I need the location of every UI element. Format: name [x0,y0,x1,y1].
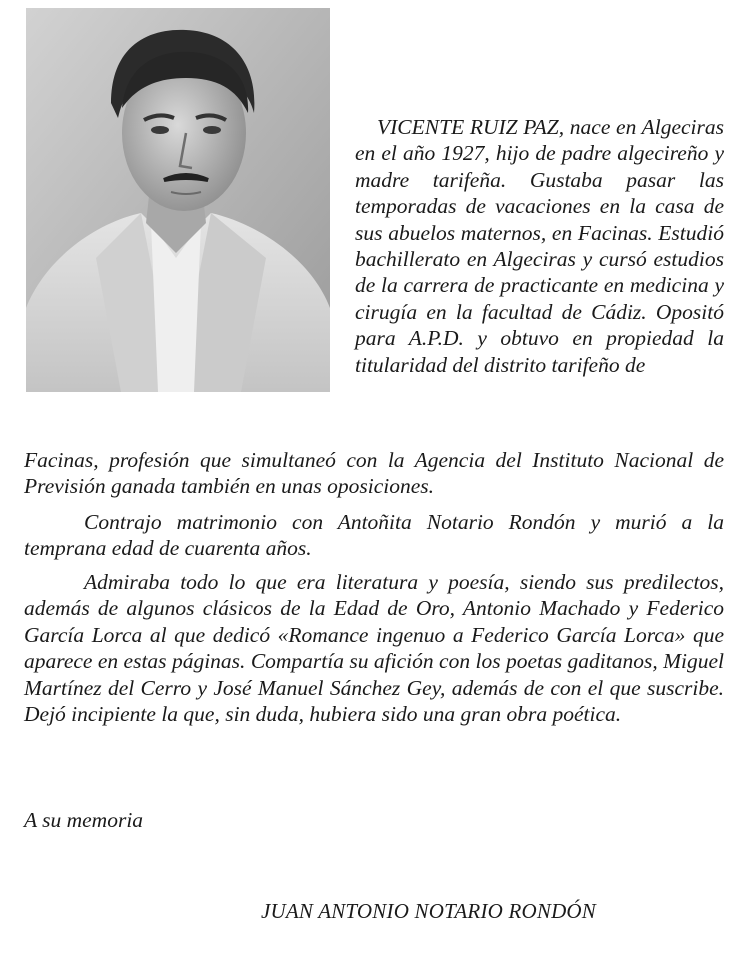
dedication: A su memoria [24,808,144,832]
bio-paragraph-1-continued: Facinas, profesión que simultaneó con la Agencia del Instituto Nacional de Previsión ganada también en unas oposiciones. [24,448,724,499]
portrait-photo [26,8,330,392]
portrait-image [26,8,330,392]
bio-paragraph-1-intro: VICENTE RUIZ PAZ, nace en Algeciras en el año 1927, hijo de padre algecireño y madre tarifeña. Gustaba pasar las temporadas de vacaciones en la casa de sus abuelos maternos, en Facinas. Estudió bachillerato en Algeciras y cursó estudios de la carrera de practicante en medicina y cirugía en la facultad de Cádiz. Opositó para A.P.D. y obtuvo en propiedad la titularidad del distrito tarifeño de [355,115,724,377]
bio-paragraph-2: Contrajo matrimonio con Antoñita Notario Rondón y murió a la temprana edad de cuarenta años. [24,510,724,561]
bio-paragraph-3: Admiraba todo lo que era literatura y poesía, siendo sus predilectos, además de algunos clásicos de la Edad de Oro, Antonio Machado y Federico García Lorca al que dedicó «Romance ingenuo a Federico García Lorca» que aparece en estas páginas. Compartía su afición con los poetas gaditanos, Miguel Martínez del Cerro y José Manuel Sánchez Gey, además de con el que suscribe. Dejó incipiente la que, sin duda, hubiera sido una gran obra poética. [24,570,724,727]
author-signature: JUAN ANTONIO NOTARIO RONDÓN [261,899,597,923]
